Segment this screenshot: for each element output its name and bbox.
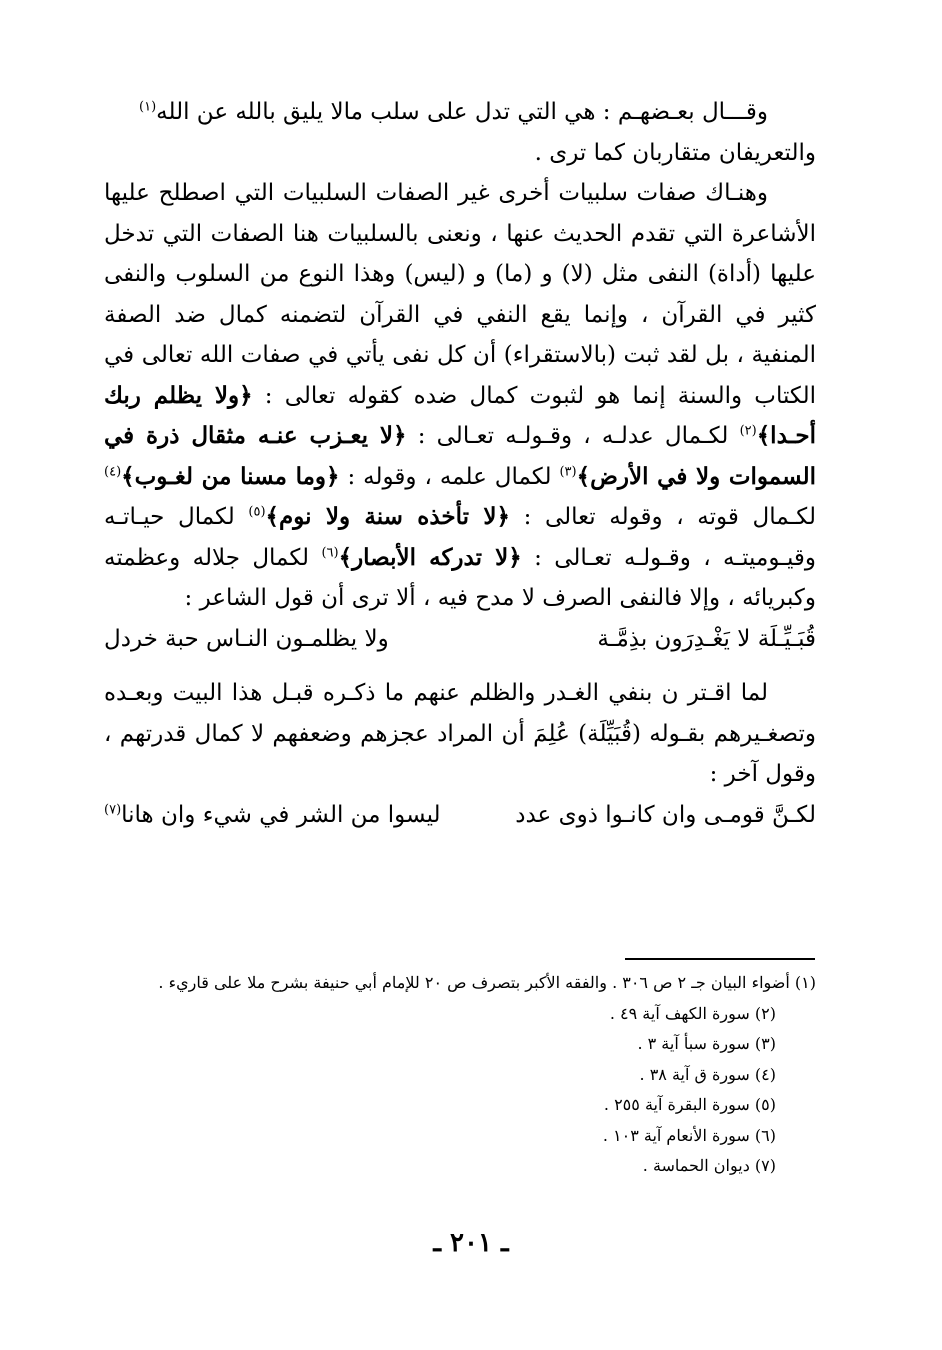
- footnote-ref-6: (٦): [321, 544, 339, 560]
- footnote-ref-7: (٧): [104, 801, 122, 817]
- paragraph-2: [104, 173, 816, 619]
- paragraph-2-text-f: لكمال جلاله وعظمته وكبريائه ، وإلا فالنفى الصرف لا مدح فيه ، ألا ترى أن قول الشاعر :: [104, 544, 816, 611]
- footnote-5: (٥) سورة البقرة آية ٢٥٥ .: [603, 1095, 776, 1114]
- verse-1-second-hemistich: ولا يظلمـون النـاس حبة خردل: [104, 625, 389, 652]
- verse-2-second-hemistich-text: ليسوا من الشر في شيء وان هانا: [121, 801, 441, 828]
- footnote-7: (٧) ديوان الحماسة .: [642, 1156, 776, 1175]
- quran-quote-3: ﴿وما مسنا من لغـوب﴾: [121, 462, 340, 490]
- paragraph-2-text-d: لكـمال قوته ، وقوله تعالى :: [509, 504, 816, 530]
- poetry-verse-2: [104, 795, 816, 836]
- paragraph-3: لما اقـتر ن بنفي الغـدر والظلم عنهم ما ذكـره قبـل هذا البيت وبعـده وتصغـيرهم بقـوله (قُبَيِّلَة) عُلِمَ أن المراد عجزهم وضعفهم لا كمال قدرتهم ، وقول آخر :: [104, 680, 816, 787]
- footnote-2: (٢) سورة الكهف آية ٤٩ .: [609, 1003, 776, 1023]
- footnote-ref-3: (٣): [559, 463, 577, 479]
- footnote-ref-4: (٤): [104, 463, 122, 479]
- verse-2-second-hemistich: [104, 795, 441, 836]
- paragraph-1-line-2: والتعريفان متقاربان كما ترى .: [534, 139, 816, 166]
- paragraph-2-text-e: لكمال حيـاتـه وقيـوميتـه ، وقـولـه تعـالى :: [104, 504, 816, 571]
- paragraph-2-text-a: وهنـاك صفات سلبيات أخرى غير الصفات السلبيات التي اصطلح عليها الأشاعرة التي تقدم الحديث عنها ، ونعنى بالسلبيات هنا الصفات التي تدخل عليها (أداة) النفى مثل (لا) و (ما) و (ليس) وهذا النوع من السلوب والنفى كثير في القرآن ، وإنما يقع النفي في القرآن لتضمنه كمال ضد الصفة المنفية ، بل لقد ثبت (بالاستقراء) أن كل نفى يأتي في صفات الله تعالى في الكتاب والسنة إنما هو لثبوت كمال ضده كقوله تعالى :: [104, 180, 816, 409]
- quran-quote-4: ﴿لا تأخذه سنة ولا نوم﴾: [265, 503, 510, 530]
- footnote-ref-5: (٥): [248, 504, 266, 520]
- paragraph-1-line-1: [104, 92, 816, 133]
- paragraph-2-text-c: لكمال علمه ، وقوله :: [339, 463, 560, 490]
- quran-quote-2: ﴿لا يعـزب عنـه مثقال ذرة في السموات ولا في الأرض﴾: [104, 422, 816, 490]
- page-number: ـ ٢٠١ ـ: [433, 1228, 509, 1258]
- footnote-separator: [625, 958, 815, 960]
- footnote-3: (٣) سورة سبأ آية ٣ .: [637, 1034, 776, 1053]
- verse-1-first-hemistich: قُبَـيِّـلَة لا يَغْـدِرَون بذِمَّـة: [597, 625, 816, 652]
- footnote-4: (٤) سورة ق آية ٣٨ .: [639, 1064, 776, 1084]
- footnote-6: (٦) سورة الأنعام آية ١٠٣ .: [602, 1125, 776, 1145]
- footnote-ref-2: (٢): [739, 423, 757, 439]
- main-text: [104, 92, 816, 835]
- footnote-1: (١) أضواء البيان جـ ٢ ص ٣٠٦ . والفقه الأكبر بتصرف ص ٢٠ للإمام أبي حنيفة بشرح ملا على قاريء .: [158, 973, 816, 992]
- footnote-ref-1: (١): [139, 99, 157, 115]
- verse-2-first-hemistich: لكـنَّ قومـى وان كانـوا ذوى عدد: [515, 801, 816, 828]
- poetry-verse-1: [104, 619, 816, 660]
- paragraph-2-text-b: لكـمال عدلـه ، وقـولـه تعـالى :: [406, 423, 740, 449]
- footnotes: [104, 968, 816, 1182]
- definition-text: وقـــال بعـضهـم : هي التي تدل على سلب مالا يليق بالله عن الله: [156, 99, 768, 125]
- quran-quote-1: ﴿ولا يظلم ربك أحـدا﴾: [104, 381, 816, 449]
- quran-quote-5: ﴿لا تدركه الأبصار﴾: [338, 543, 522, 571]
